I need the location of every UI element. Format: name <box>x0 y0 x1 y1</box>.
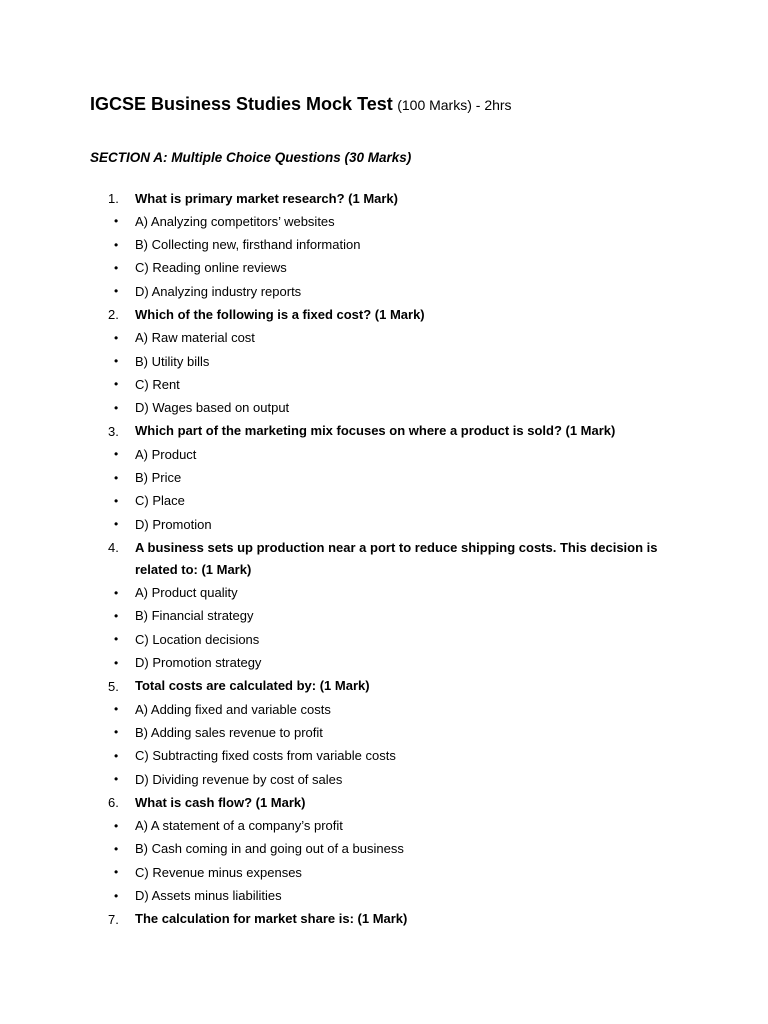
bullet-icon: • <box>114 632 119 647</box>
bullet-icon: • <box>114 748 119 763</box>
question-item <box>0 675 768 698</box>
title-main: IGCSE Business Studies Mock Test <box>90 94 393 114</box>
question-text: Which of the following is a fixed cost? (1 Mark) <box>135 306 425 322</box>
bullet-icon: • <box>114 841 119 856</box>
option-item <box>0 490 768 513</box>
option-item <box>0 443 768 466</box>
option-text: A) A statement of a company’s profit <box>135 818 343 834</box>
question-text: A business sets up production near a port to reduce shipping costs. This decision is related to: (1 Mark) <box>135 539 658 577</box>
option-text: C) Location decisions <box>135 631 260 647</box>
bullet-icon: • <box>114 330 119 345</box>
question-number: 4. <box>108 540 119 556</box>
bullet-icon: • <box>114 818 119 833</box>
question-number: 7. <box>108 911 119 927</box>
option-text: D) Assets minus liabilities <box>135 888 282 903</box>
bullet-icon: • <box>114 377 119 392</box>
option-item <box>0 652 768 675</box>
option-item <box>0 605 768 628</box>
question-number: 3. <box>108 423 119 439</box>
bullet-icon: • <box>114 702 119 717</box>
option-item <box>0 815 768 838</box>
bullet-icon: • <box>114 725 119 740</box>
option-text: B) Price <box>135 470 182 486</box>
bullet-icon: • <box>114 400 119 415</box>
bullet-icon: • <box>114 585 119 600</box>
option-text: D) Promotion strategy <box>135 655 262 671</box>
option-text: B) Financial strategy <box>135 608 254 624</box>
option-text: C) Place <box>135 493 185 509</box>
option-text: A) Raw material cost <box>135 330 255 346</box>
option-item <box>0 768 768 791</box>
question-number: 2. <box>108 307 119 323</box>
option-text: C) Rent <box>135 376 180 392</box>
bullet-icon: • <box>114 608 119 623</box>
option-text: B) Collecting new, firsthand information <box>135 237 361 253</box>
option-text: C) Reading online reviews <box>135 260 287 276</box>
question-number: 5. <box>108 678 119 694</box>
bullet-icon: • <box>114 655 119 670</box>
option-item <box>0 885 768 908</box>
bullet-icon: • <box>114 354 119 369</box>
question-number: 6. <box>108 795 119 811</box>
bullet-icon: • <box>114 888 119 903</box>
bullet-icon: • <box>114 493 119 508</box>
option-item <box>0 327 768 350</box>
option-text: A) Product <box>135 446 197 462</box>
question-number: 1. <box>108 191 119 206</box>
bullet-icon: • <box>114 237 119 252</box>
option-text: B) Cash coming in and going out of a business <box>135 841 404 857</box>
option-item <box>0 210 768 233</box>
question-item <box>0 536 768 581</box>
bullet-icon: • <box>114 260 119 275</box>
option-item <box>0 861 768 884</box>
option-item <box>0 513 768 536</box>
question-item <box>0 791 768 814</box>
option-text: D) Promotion <box>135 516 212 532</box>
option-text: A) Product quality <box>135 585 238 601</box>
section-heading: SECTION A: Multiple Choice Questions (30 Marks) <box>90 150 412 165</box>
option-text: D) Analyzing industry reports <box>135 283 302 299</box>
question-text: Which part of the marketing mix focuses on where a product is sold? (1 Mark) <box>135 423 616 439</box>
question-item <box>0 908 768 931</box>
page-title <box>90 94 512 115</box>
option-text: D) Wages based on output <box>135 400 290 416</box>
option-text: C) Subtracting fixed costs from variable costs <box>135 748 396 764</box>
option-item <box>0 467 768 490</box>
question-text: What is cash flow? (1 Mark) <box>135 794 306 810</box>
option-text: A) Analyzing competitors’ websites <box>135 213 335 229</box>
question-text: What is primary market research? (1 Mark) <box>135 190 398 206</box>
option-item <box>0 721 768 744</box>
option-item <box>0 698 768 721</box>
option-item <box>0 582 768 605</box>
option-item <box>0 257 768 280</box>
option-text: B) Adding sales revenue to profit <box>135 724 323 740</box>
question-item <box>0 420 768 443</box>
question-item <box>0 303 768 326</box>
question-text: The calculation for market share is: (1 Mark) <box>135 911 408 927</box>
option-item <box>0 745 768 768</box>
option-text: C) Revenue minus expenses <box>135 864 302 880</box>
option-item <box>0 838 768 861</box>
option-text: A) Adding fixed and variable costs <box>135 701 331 717</box>
bullet-icon: • <box>114 447 119 462</box>
option-item <box>0 373 768 396</box>
bullet-icon: • <box>114 772 119 787</box>
option-item <box>0 397 768 420</box>
option-text: D) Dividing revenue by cost of sales <box>135 771 343 787</box>
question-list <box>0 187 768 931</box>
bullet-icon: • <box>114 865 119 880</box>
question-text: Total costs are calculated by: (1 Mark) <box>135 678 370 694</box>
option-text: B) Utility bills <box>135 353 210 369</box>
bullet-icon: • <box>114 470 119 485</box>
option-item <box>0 350 768 373</box>
question-item <box>0 187 768 210</box>
bullet-icon: • <box>114 214 119 229</box>
option-item <box>0 234 768 257</box>
bullet-icon: • <box>114 284 119 299</box>
title-suffix: (100 Marks) - 2hrs <box>397 97 512 113</box>
bullet-icon: • <box>114 517 119 532</box>
option-item <box>0 628 768 651</box>
option-item <box>0 280 768 303</box>
